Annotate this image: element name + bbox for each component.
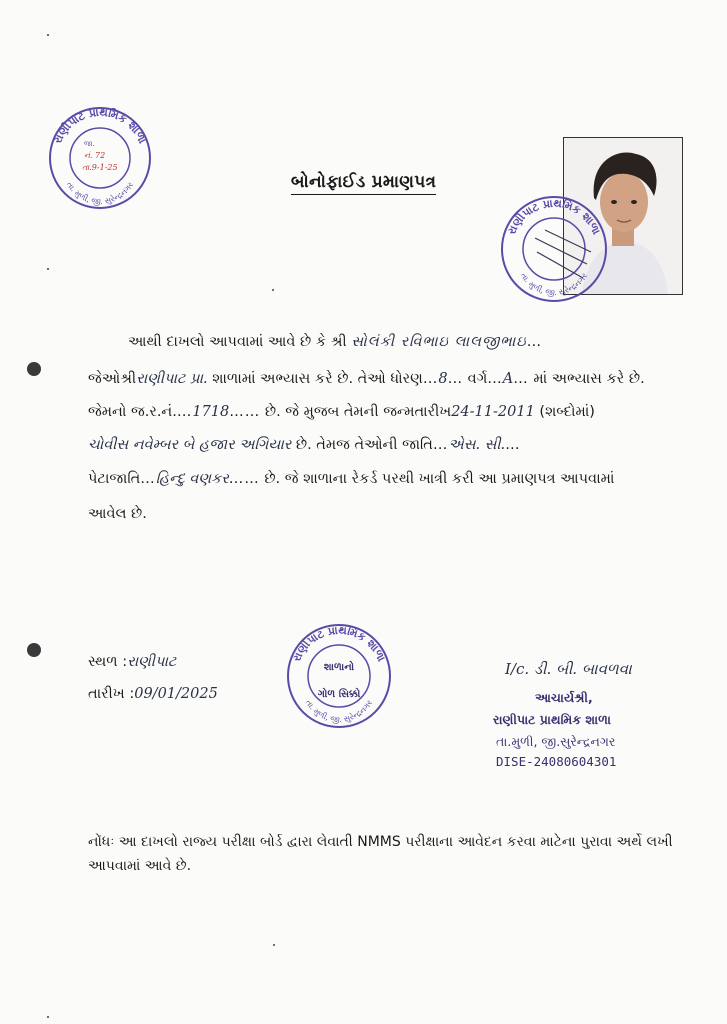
school-round-stamp-seal — [280, 620, 398, 732]
school-round-stamp-top — [40, 100, 160, 212]
birth-date: 24-11-2011 — [451, 404, 535, 420]
page-title: બોનોફાઈડ પ્રમાણપત્ર — [0, 172, 727, 192]
standard: 8 — [438, 371, 448, 387]
stamp-seal-word: શાળાનો — [323, 662, 355, 673]
body-line-5: પેટાજાતિ…હિન્દુ વણકર…… છે. જે શાળાના રેકર્ડ પરથી ખાત્રી કરી આ પ્રમાણપત્ર આપવામાં — [88, 471, 615, 487]
gr-number: 1718 — [192, 404, 230, 420]
stamp-address-text: તા. મુળી, જી. સુરેન્દ્રનગર — [64, 180, 136, 207]
stamp-school-text: રાણીપાટ પ્રાથમિક શાળા — [51, 105, 149, 146]
school-name: રાણીપાટ પ્રા. — [136, 371, 208, 387]
stamp-label: જા. — [84, 140, 95, 148]
date-line: તારીખ :09/01/2025 — [88, 686, 218, 702]
svg-text:રાણીપાટ પ્રાથમિક શાળા — [505, 197, 603, 237]
signatory-name: I/c. ડી. બી. બાવળવા — [505, 660, 632, 678]
note-line-1: નોંધઃ આ દાખલો રાજ્ય પરીક્ષા બોર્ડ દ્વારા લેવાતી NMMS પરીક્ષાના આવેદન કરવા માટેના પુરાવા અર્થે લખી — [88, 834, 673, 850]
signatory-role: આચાર્યશ્રી, — [535, 690, 593, 705]
class: A — [502, 371, 514, 387]
stamp-date: તા.9-1-25 — [82, 163, 118, 172]
body-line-2: જેઓશ્રીરાણીપાટ પ્રા. શાળામાં અભ્યાસ કરે છે. તેઓ ધોરણ…8… વર્ગ…A… માં અભ્યાસ કરે છે. — [88, 371, 645, 387]
caste: એસ. સી. — [448, 437, 506, 453]
body-line-6: આવેલ છે. — [88, 506, 147, 522]
stamp-address-text: તા. મુળી, જી. સુરેન્દ્રનગર — [303, 698, 375, 725]
stamp-address-text: તા. મુળી, જી. સુરેન્દ્રનગર — [518, 271, 590, 298]
body-line-4: ચોવીસ નવેમ્બર બે હજાર અગિયાર છે. તેમજ તેઓની જાતિ…એસ. સી.… — [88, 437, 521, 453]
svg-text:રાણીપાટ પ્રાથમિક શાળા — [51, 106, 149, 146]
place-line: સ્થળ :રાણીપાટ — [88, 654, 177, 670]
speck — [273, 944, 275, 946]
note-line-2: આપવામાં આવે છે. — [88, 858, 192, 874]
student-name: સોલંકી રવિભાઇ લાલજીભાઇ — [351, 334, 527, 350]
school-round-stamp-photo — [495, 190, 613, 308]
stamp-school-text: રાણીપાટ પ્રાથમિક શાળા — [505, 196, 603, 237]
date-value: 09/01/2025 — [134, 686, 218, 702]
speck — [47, 34, 49, 36]
body-line-3: જેમનો જ.ર.નં.…1718…… છે. જે મુજબ તેમની જન્મતારીખ24-11-2011 (શબ્દોમાં) — [88, 404, 595, 420]
speck — [47, 268, 49, 270]
body-line-1: આથી દાખલો આપવામાં આવે છે કે શ્રી સોલંકી રવિભાઇ લાલજીભાઇ… — [128, 334, 543, 350]
punch-hole — [27, 362, 41, 376]
signatory-dise-code: DISE-24080604301 — [496, 754, 617, 769]
speck — [47, 1016, 49, 1018]
stamp-number: નં. 72 — [84, 151, 106, 160]
stamp-school-text: રાણીપાટ પ્રાથમિક શાળા — [290, 623, 388, 664]
sub-caste: હિન્દુ વણકર — [155, 471, 229, 487]
svg-text:રાણીપાટ પ્રાથમિક શાળા — [290, 624, 388, 664]
birth-date-words: ચોવીસ નવેમ્બર બે હજાર અગિયાર — [88, 437, 292, 453]
place-value: રાણીપાટ — [127, 654, 177, 670]
signatory-school: રાણીપાટ પ્રાથમિક શાળા — [493, 712, 611, 727]
speck — [272, 289, 274, 291]
stamp-seal-word-2: ગોળ સિક્કો — [317, 689, 361, 700]
punch-hole — [27, 643, 41, 657]
signatory-address: તા.મુળી, જી.સુરેન્દ્રનગર — [496, 734, 616, 749]
